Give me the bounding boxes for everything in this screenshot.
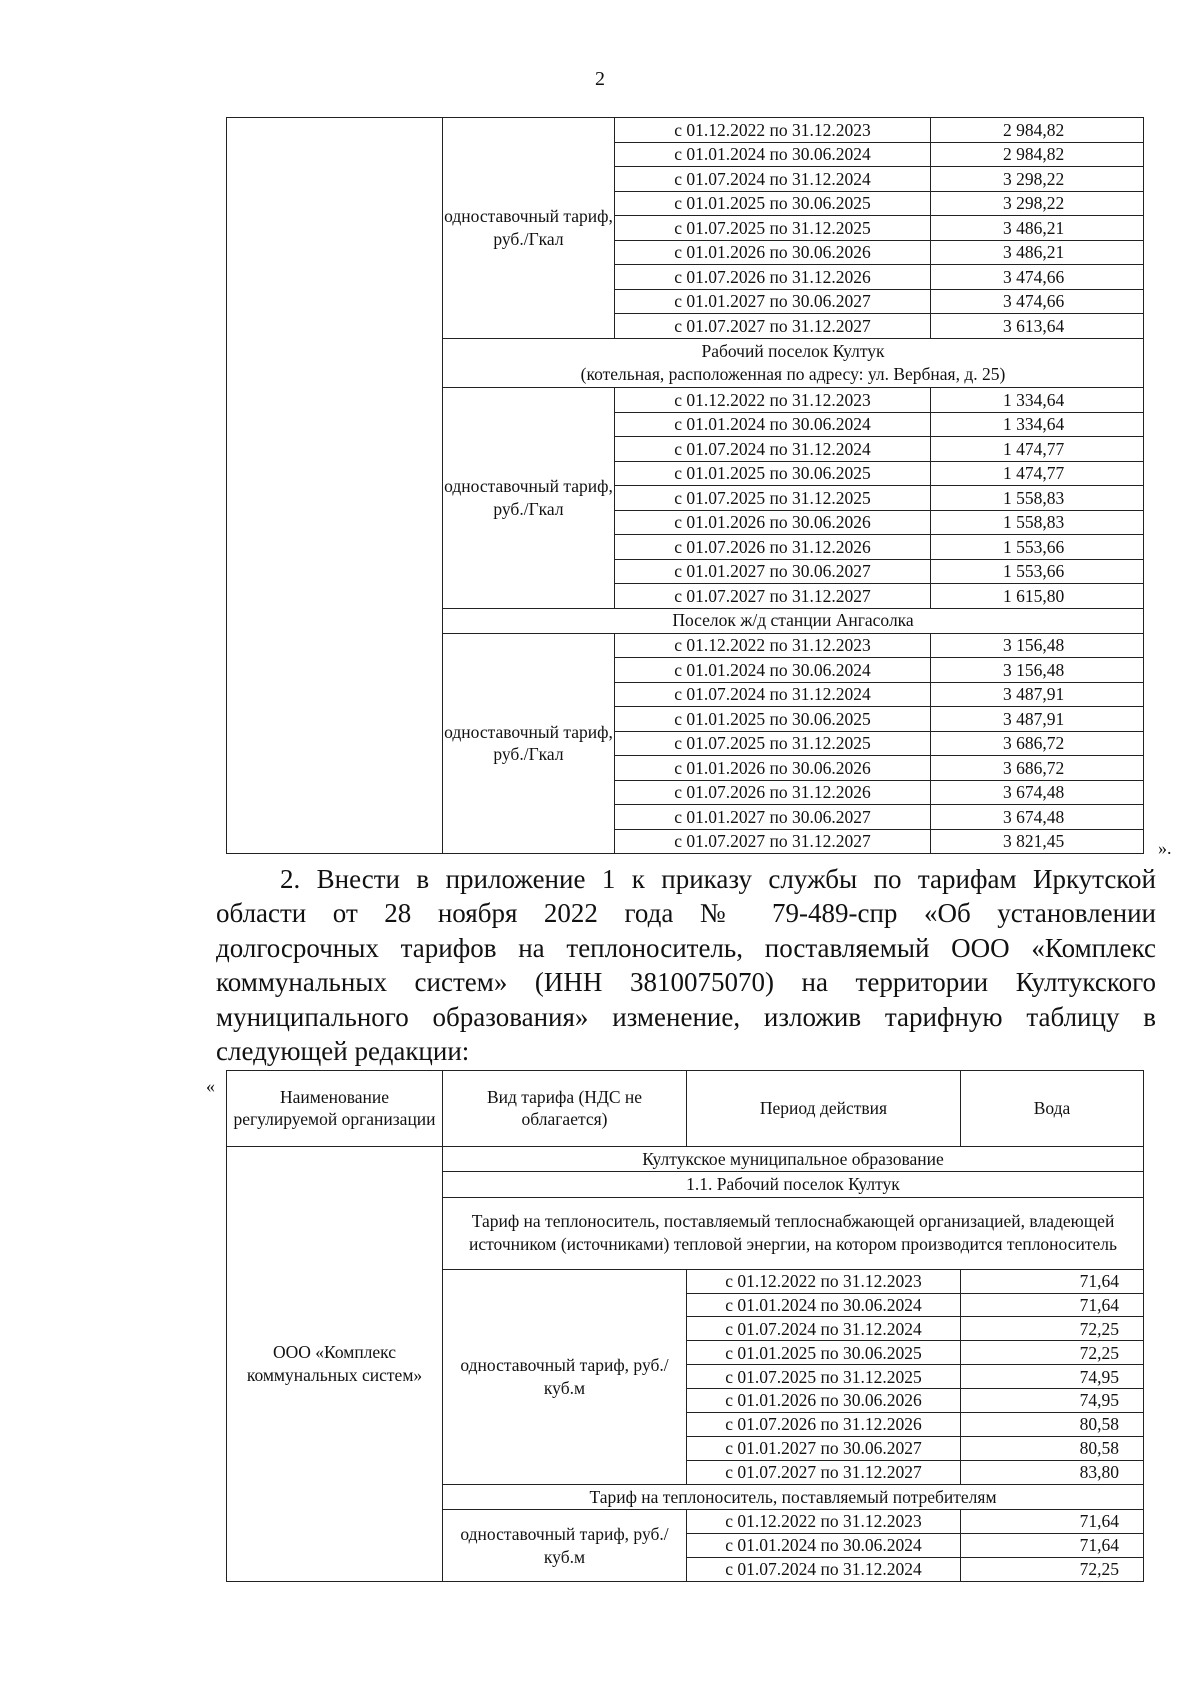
period-cell: с 01.07.2024 по 31.12.2024 bbox=[615, 437, 931, 462]
value-cell: 72,25 bbox=[961, 1317, 1144, 1341]
value-cell: 1 334,64 bbox=[931, 412, 1144, 437]
period-cell: с 01.07.2025 по 31.12.2025 bbox=[615, 486, 931, 511]
tariff-type-cell: одноставочный тариф, руб./Гкал bbox=[443, 633, 615, 854]
value-cell: 1 474,77 bbox=[931, 437, 1144, 462]
value-cell: 74,95 bbox=[961, 1389, 1144, 1413]
period-cell: с 01.07.2024 по 31.12.2024 bbox=[687, 1557, 961, 1581]
period-cell: с 01.07.2025 по 31.12.2025 bbox=[687, 1365, 961, 1389]
period-cell: с 01.07.2024 по 31.12.2024 bbox=[687, 1317, 961, 1341]
value-cell: 3 686,72 bbox=[931, 731, 1144, 756]
period-cell: с 01.12.2022 по 31.12.2023 bbox=[615, 633, 931, 658]
paragraph-line: 2. Внести в приложение 1 к приказу службы по тарифам Иркутской bbox=[280, 864, 1156, 894]
period-cell: с 01.01.2024 по 30.06.2024 bbox=[687, 1293, 961, 1317]
value-cell: 3 674,48 bbox=[931, 780, 1144, 805]
org-cell-empty bbox=[227, 118, 443, 854]
period-cell: с 01.01.2025 по 30.06.2025 bbox=[615, 461, 931, 486]
value-cell: 1 553,66 bbox=[931, 559, 1144, 584]
period-cell: с 01.01.2024 по 30.06.2024 bbox=[615, 658, 931, 683]
value-cell: 1 615,80 bbox=[931, 584, 1144, 609]
period-cell: с 01.07.2026 по 31.12.2026 bbox=[615, 265, 931, 290]
value-cell: 3 686,72 bbox=[931, 756, 1144, 781]
period-cell: с 01.01.2025 по 30.06.2025 bbox=[615, 707, 931, 732]
header-tariff-type: Вид тарифа (НДС не облагается) bbox=[443, 1071, 687, 1147]
period-cell: с 01.12.2022 по 31.12.2023 bbox=[615, 388, 931, 413]
section-title-line: Рабочий поселок Култук bbox=[701, 341, 885, 362]
value-cell: 83,80 bbox=[961, 1460, 1144, 1484]
value-cell: 2 984,82 bbox=[931, 142, 1144, 167]
period-cell: с 01.01.2025 по 30.06.2025 bbox=[687, 1341, 961, 1365]
period-cell: с 01.07.2026 по 31.12.2026 bbox=[687, 1413, 961, 1437]
period-cell: с 01.01.2026 по 30.06.2026 bbox=[687, 1389, 961, 1413]
period-cell: с 01.01.2024 по 30.06.2024 bbox=[615, 142, 931, 167]
settlement-title: 1.1. Рабочий поселок Култук bbox=[443, 1172, 1144, 1197]
value-cell: 72,25 bbox=[961, 1341, 1144, 1365]
value-cell: 2 984,82 bbox=[931, 118, 1144, 143]
period-cell: с 01.07.2027 по 31.12.2027 bbox=[615, 314, 931, 339]
period-cell: с 01.07.2027 по 31.12.2027 bbox=[615, 584, 931, 609]
value-cell: 3 486,21 bbox=[931, 216, 1144, 241]
period-cell: с 01.01.2026 по 30.06.2026 bbox=[615, 510, 931, 535]
period-cell: с 01.07.2025 по 31.12.2025 bbox=[615, 216, 931, 241]
header-period: Период действия bbox=[687, 1071, 961, 1147]
value-cell: 71,64 bbox=[961, 1510, 1144, 1534]
value-cell: 71,64 bbox=[961, 1293, 1144, 1317]
page-number: 2 bbox=[595, 68, 605, 90]
tariff-table-continuation bbox=[226, 117, 1143, 854]
period-cell: с 01.07.2027 по 31.12.2027 bbox=[687, 1460, 961, 1484]
period-cell: с 01.12.2022 по 31.12.2023 bbox=[687, 1269, 961, 1293]
tariff-type-cell: одноставочный тариф, руб./Гкал bbox=[443, 118, 615, 339]
value-cell: 3 156,48 bbox=[931, 658, 1144, 683]
period-cell: с 01.01.2025 по 30.06.2025 bbox=[615, 191, 931, 216]
period-cell: с 01.01.2027 по 30.06.2027 bbox=[615, 805, 931, 830]
section-title-line: (котельная, расположенная по адресу: ул. Вербная, д. 25) bbox=[580, 363, 1006, 384]
value-cell: 3 674,48 bbox=[931, 805, 1144, 830]
section-title: Тариф на теплоноситель, поставляемый теплоснабжающей организацией, владеющей источником (источниками) тепловой энергии, на котором производится теплоноситель bbox=[443, 1197, 1144, 1269]
period-cell: с 01.07.2025 по 31.12.2025 bbox=[615, 731, 931, 756]
value-cell: 1 553,66 bbox=[931, 535, 1144, 560]
value-cell: 3 298,22 bbox=[931, 167, 1144, 192]
value-cell: 71,64 bbox=[961, 1269, 1144, 1293]
period-cell: с 01.07.2026 по 31.12.2026 bbox=[615, 780, 931, 805]
section-title bbox=[443, 608, 1144, 633]
organization-cell: ООО «Комплекс коммунальных систем» bbox=[227, 1147, 443, 1582]
tariff-type-cell: одноставочный тариф, руб./куб.м bbox=[443, 1269, 687, 1484]
period-cell: с 01.01.2027 по 30.06.2027 bbox=[615, 559, 931, 584]
section-title bbox=[443, 338, 1144, 387]
period-cell: с 01.01.2024 по 30.06.2024 bbox=[687, 1533, 961, 1557]
value-cell: 80,58 bbox=[961, 1413, 1144, 1437]
value-cell: 1 334,64 bbox=[931, 388, 1144, 413]
value-cell: 3 474,66 bbox=[931, 265, 1144, 290]
table-header-row bbox=[227, 1071, 1144, 1147]
value-cell: 74,95 bbox=[961, 1365, 1144, 1389]
value-cell: 3 821,45 bbox=[931, 829, 1144, 854]
value-cell: 3 487,91 bbox=[931, 707, 1144, 732]
period-cell: с 01.01.2024 по 30.06.2024 bbox=[615, 412, 931, 437]
period-cell: с 01.07.2027 по 31.12.2027 bbox=[615, 829, 931, 854]
table-row bbox=[227, 118, 1144, 143]
period-cell: с 01.07.2024 по 31.12.2024 bbox=[615, 682, 931, 707]
tariff-type-cell: одноставочный тариф, руб./куб.м bbox=[443, 1510, 687, 1582]
value-cell: 3 486,21 bbox=[931, 240, 1144, 265]
municipality-row bbox=[227, 1147, 1144, 1172]
period-cell: с 01.01.2026 по 30.06.2026 bbox=[615, 240, 931, 265]
paragraph-line: коммунальных систем» (ИНН 3810075070) на территории Култукского bbox=[216, 967, 1156, 998]
closing-quote-mark: ». bbox=[1158, 838, 1172, 858]
value-cell: 72,25 bbox=[961, 1557, 1144, 1581]
value-cell: 1 558,83 bbox=[931, 486, 1144, 511]
period-cell: с 01.07.2026 по 31.12.2026 bbox=[615, 535, 931, 560]
value-cell: 1 558,83 bbox=[931, 510, 1144, 535]
value-cell: 3 298,22 bbox=[931, 191, 1144, 216]
tariff-type-cell: одноставочный тариф, руб./Гкал bbox=[443, 388, 615, 609]
header-value: Вода bbox=[961, 1071, 1144, 1147]
period-cell: с 01.07.2024 по 31.12.2024 bbox=[615, 167, 931, 192]
value-cell: 1 474,77 bbox=[931, 461, 1144, 486]
period-cell: с 01.01.2027 по 30.06.2027 bbox=[687, 1437, 961, 1461]
period-cell: с 01.12.2022 по 31.12.2023 bbox=[687, 1510, 961, 1534]
amendment-paragraph bbox=[216, 862, 1156, 1068]
paragraph-line: муниципального образования» изменение, изложив тарифную таблицу в bbox=[216, 1001, 1156, 1032]
tariff-table-new bbox=[226, 1070, 1143, 1582]
period-cell: с 01.12.2022 по 31.12.2023 bbox=[615, 118, 931, 143]
paragraph-line: области от 28 ноября 2022 года № 79-489-спр «Об установлении bbox=[216, 898, 1156, 929]
value-cell: 3 474,66 bbox=[931, 289, 1144, 314]
municipality-title: Култукское муниципальное образование bbox=[443, 1147, 1144, 1172]
value-cell: 3 487,91 bbox=[931, 682, 1144, 707]
section-title-line: Поселок ж/д станции Ангасолка bbox=[672, 610, 914, 631]
value-cell: 3 613,64 bbox=[931, 314, 1144, 339]
value-cell: 71,64 bbox=[961, 1533, 1144, 1557]
value-cell: 3 156,48 bbox=[931, 633, 1144, 658]
opening-quote-mark: « bbox=[206, 1076, 215, 1096]
paragraph-line: следующей редакции: bbox=[216, 1035, 470, 1066]
value-cell: 80,58 bbox=[961, 1437, 1144, 1461]
paragraph-line: долгосрочных тарифов на теплоноситель, поставляемый ООО «Комплекс bbox=[216, 932, 1156, 963]
period-cell: с 01.01.2027 по 30.06.2027 bbox=[615, 289, 931, 314]
header-org: Наименование регулируемой организации bbox=[227, 1071, 443, 1147]
section-title: Тариф на теплоноситель, поставляемый потребителям bbox=[443, 1484, 1144, 1509]
period-cell: с 01.01.2026 по 30.06.2026 bbox=[615, 756, 931, 781]
